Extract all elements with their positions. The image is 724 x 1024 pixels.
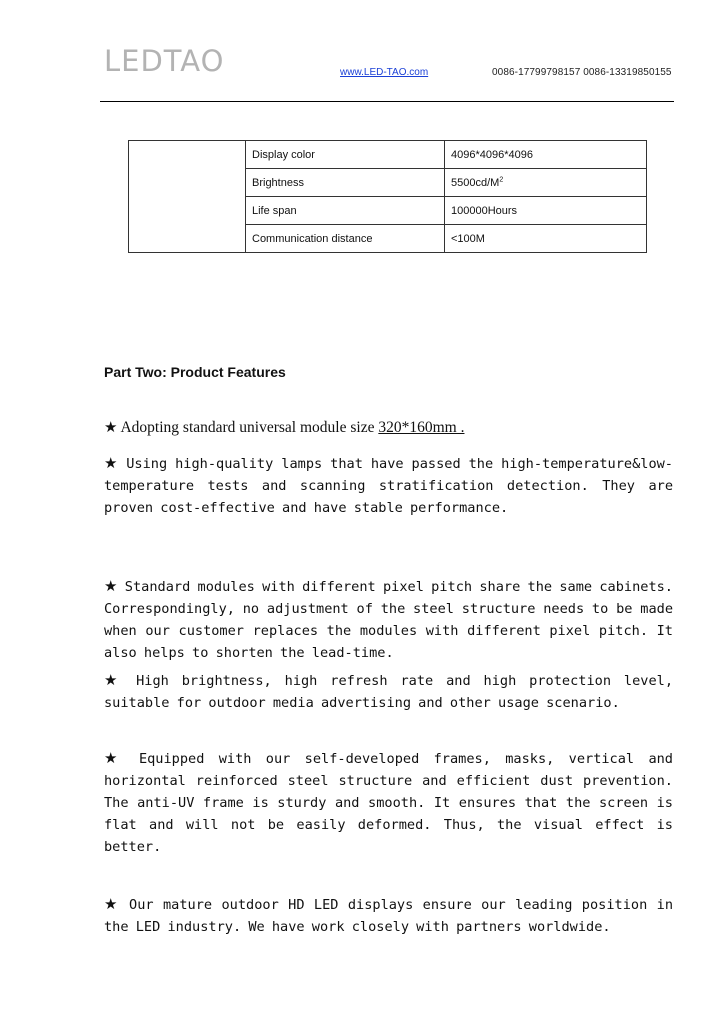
feature-text: Adopting standard universal module size [120, 419, 379, 436]
feature-text: Equipped with our self-developed frames, masks, vertical and horizontal reinforced steel structure and efficient dust prevention. The anti-UV frame is sturdy and smooth. It ensures that the screen is flat and will not be easily deformed. Thus, the visual effect is better. [104, 751, 673, 855]
logo-text: LEDTAO [104, 44, 225, 78]
feature-item [104, 575, 673, 664]
star-icon: ★ [104, 749, 125, 767]
section-title: Part Two: Product Features [104, 364, 286, 380]
feature-text: Standard modules with different pixel pitch share the same cabinets. Correspondingly, no adjustment of the steel structure needs to be made when our customer replaces the modules with different pixel pitch. It also helps to shorten the lead-time. [104, 579, 673, 661]
feature-item [104, 452, 673, 519]
spec-table [128, 140, 647, 253]
ledtao-logo [104, 42, 244, 82]
superscript: 2 [499, 175, 504, 183]
feature-text: High brightness, high refresh rate and high protection level, suitable for outdoor media advertising and other usage scenario. [104, 673, 674, 711]
star-icon: ★ [104, 577, 118, 595]
table-blank-cell [129, 141, 246, 253]
table-value-cell: 100000Hours [445, 197, 647, 225]
feature-text: Using high-quality lamps that have passed the high-temperature&low-temperature tests and scanning stratification detection. They are proven cost-effective and have stable performance. [104, 456, 673, 516]
star-icon: ★ [104, 895, 120, 913]
brightness-value: 5500cd/M [451, 176, 500, 189]
feature-item [104, 669, 673, 714]
header-phone-numbers: 0086-17799798157 0086-13319850155 [492, 67, 672, 78]
star-icon: ★ [104, 418, 118, 436]
table-label-cell: Display color [246, 141, 445, 169]
table-value-cell: 4096*4096*4096 [445, 141, 647, 169]
table-value-cell [445, 169, 647, 197]
star-icon: ★ [104, 454, 119, 472]
feature-item [104, 747, 673, 858]
table-value-cell: <100M [445, 225, 647, 253]
website-link[interactable]: www.LED-TAO.com [340, 67, 429, 78]
table-label-cell: Communication distance [246, 225, 445, 253]
table-label-cell: Brightness [246, 169, 445, 197]
feature-item [104, 893, 673, 938]
header-divider [100, 101, 674, 102]
feature-item [104, 418, 673, 437]
module-size: 320*160mm . [378, 419, 465, 436]
feature-text: Our mature outdoor HD LED displays ensure our leading position in the LED industry. We have work closely with partners worldwide. [104, 897, 674, 935]
table-label-cell: Life span [246, 197, 445, 225]
star-icon: ★ [104, 671, 124, 689]
table-row [129, 141, 647, 169]
